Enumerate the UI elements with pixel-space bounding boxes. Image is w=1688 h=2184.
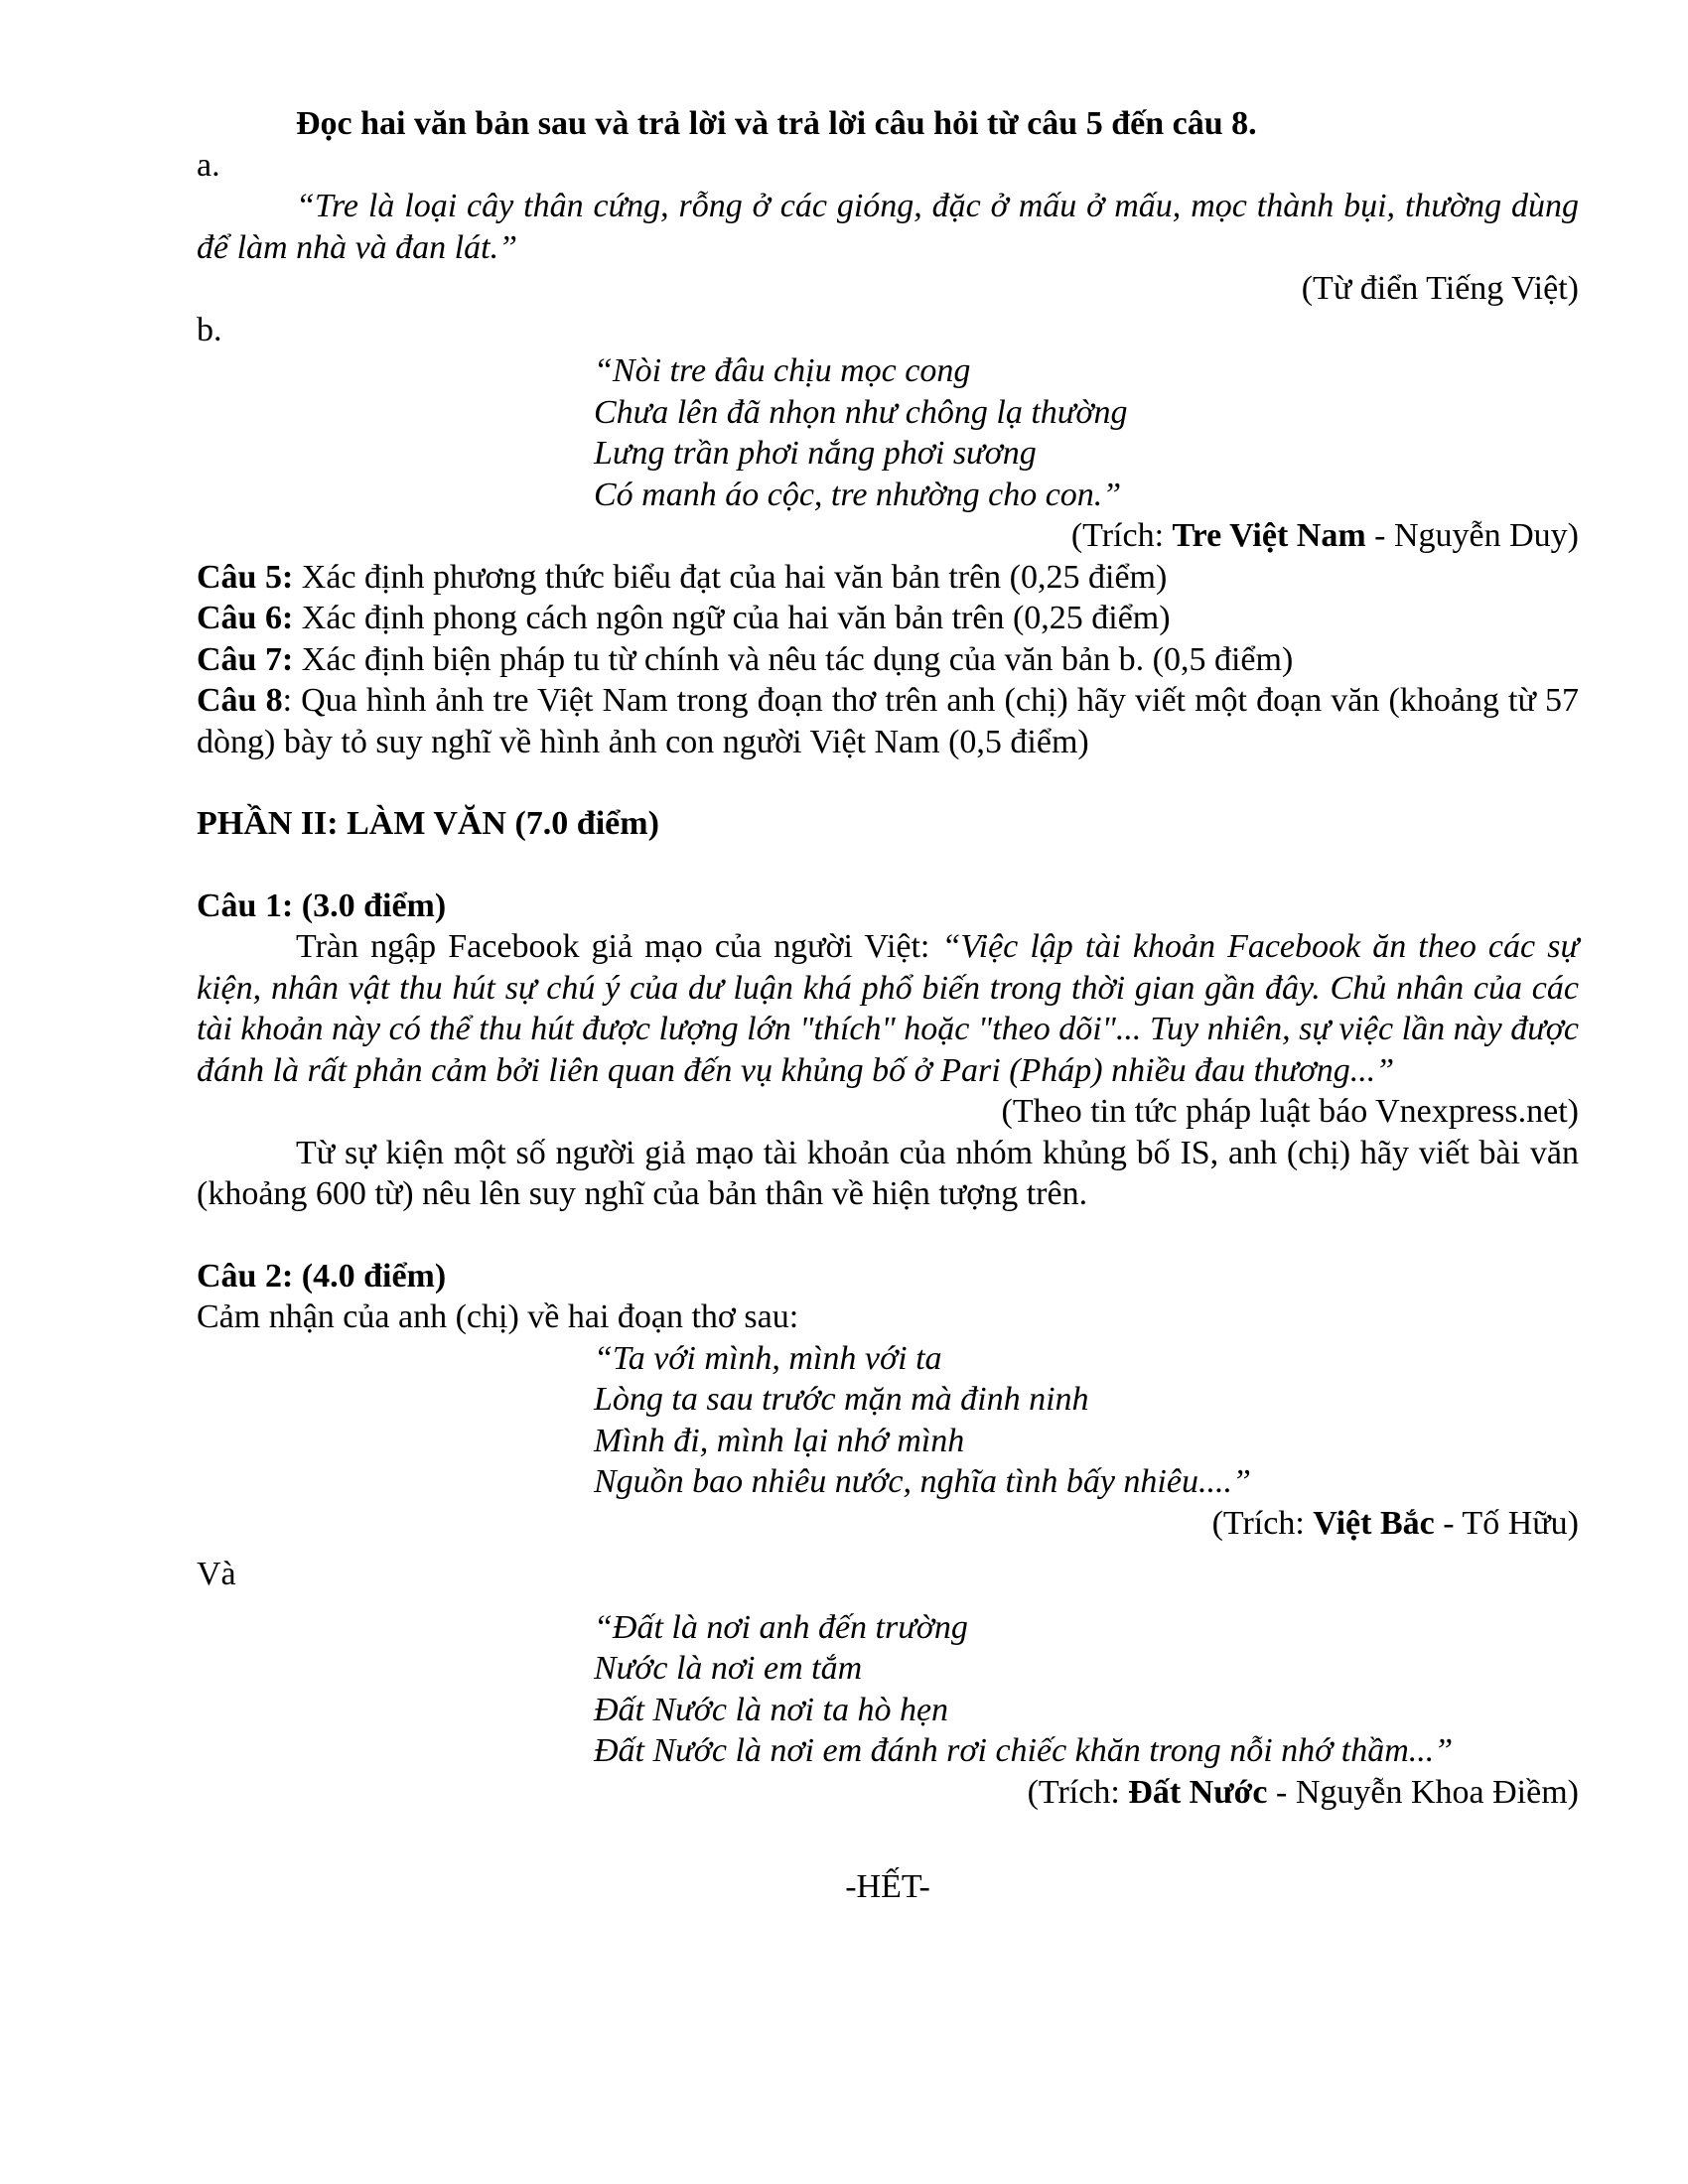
poem-line: Lưng trần phơi nắng phơi sương (594, 435, 1037, 472)
q2-poem-1-source (197, 1503, 1579, 1545)
question-text: : Qua hình ảnh tre Việt Nam trong đoạn thơ trên anh (chị) hãy viết một đoạn văn (khoảng từ 57 dòng) bày tỏ suy nghĩ về hình ảnh con người Việt Nam (0,5 điểm) (197, 682, 1580, 760)
q1-quote: “Việc lập tài khoản Facebook ăn theo các sự kiện, nhân vật thu hút sự chú ý của dư luận khá phổ biến trong thời gian gần đây. Chủ nhân của các tài khoản này có thể thu hút được lượng lớn "thích" hoặc "theo dõi"... Tuy nhiên, sự việc lần này được đánh là rất phản cảm bởi liên quan đến vụ khủng bố ở Pari (Pháp) nhiều đau thương...” (197, 928, 1579, 1089)
text-a-source: (Từ điển Tiếng Việt) (1301, 270, 1579, 307)
source-author: - Tố Hữu) (1434, 1504, 1579, 1542)
question-8 (197, 680, 1579, 762)
question-label: Câu 8 (197, 682, 283, 719)
q2-heading: Câu 2: (4.0 điểm) (197, 1257, 447, 1295)
text-b-source (197, 515, 1579, 557)
q1-task: Từ sự kiện một số người giả mạo tài khoản của nhóm khủng bố IS, anh (chị) hãy viết bài văn (khoảng 600 từ) nêu lên suy nghĩ của bản thân về hiện tượng trên. (197, 1134, 1579, 1212)
poem-line: “Nòi tre đâu chịu mọc cong (594, 352, 971, 389)
question-7 (197, 639, 1579, 681)
poem-line: Lòng ta sau trước mặn mà đinh ninh (594, 1381, 1089, 1418)
spacer (197, 845, 1579, 886)
poem-line: Mình đi, mình lại nhớ mình (594, 1422, 965, 1459)
question-5 (197, 557, 1579, 599)
question-text: Xác định biện pháp tu từ chính và nêu tác dụng của văn bản b. (0,5 điểm) (293, 640, 1294, 678)
text-a-label: a. (197, 146, 220, 184)
q1-intro: Tràn ngập Facebook giả mạo của người Việt: (296, 928, 942, 965)
poem-line: Nước là nơi em tắm (594, 1650, 863, 1687)
part2-heading: PHẦN II: LÀM VĂN (7.0 điểm) (197, 805, 659, 842)
poem-line: Đất Nước là nơi em đánh rơi chiếc khăn trong nỗi nhớ thầm...” (594, 1732, 1454, 1769)
exam-page (197, 103, 1579, 1908)
source-prefix: (Trích: (1211, 1504, 1314, 1542)
poem-line: Chưa lên đã nhọn như chông lạ thường (594, 393, 1128, 431)
question-label: Câu 5: (197, 558, 294, 596)
q2-prompt: Cảm nhận của anh (chị) về hai đoạn thơ sau: (197, 1298, 799, 1335)
source-author: - Nguyễn Khoa Điềm) (1267, 1773, 1579, 1811)
text-b-poem (197, 350, 1579, 515)
poem-line: “Ta với mình, mình với ta (594, 1339, 942, 1377)
source-prefix: (Trích: (1027, 1773, 1129, 1811)
q2-poem-2 (197, 1607, 1579, 1772)
q2-poem-2-source (197, 1772, 1579, 1814)
question-text: Xác định phương thức biểu đạt của hai văn bản trên (0,25 điểm) (293, 558, 1168, 596)
spacer (197, 762, 1579, 803)
q1-heading: Câu 1: (3.0 điểm) (197, 887, 447, 924)
q1-passage (197, 926, 1579, 1091)
source-prefix: (Trích: (1070, 517, 1173, 554)
source-title: Tre Việt Nam (1172, 517, 1366, 554)
source-title: Việt Bắc (1313, 1504, 1435, 1542)
text-a-quote: “Tre là loại cây thân cứng, rỗng ở các gióng, đặc ở mấu ở mấu, mọc thành bụi, thường dùng để làm nhà và đan lát.” (197, 188, 1579, 266)
question-6 (197, 598, 1579, 639)
question-label: Câu 7: (197, 640, 294, 678)
spacer (197, 1215, 1579, 1256)
poem-line: Nguồn bao nhiêu nước, nghĩa tình bấy nhiêu....” (594, 1463, 1251, 1500)
source-author: - Nguyễn Duy) (1365, 517, 1579, 554)
poem-line: Đất Nước là nơi ta hò hẹn (594, 1691, 949, 1728)
reading-instruction: Đọc hai văn bản sau và trả lời và trả lời câu hỏi từ câu 5 đến câu 8. (296, 105, 1257, 142)
connector-text: Và (197, 1556, 236, 1592)
question-text: Xác định phong cách ngôn ngữ của hai văn bản trên (0,25 điểm) (293, 600, 1171, 636)
question-label: Câu 6: (197, 600, 294, 636)
text-b-label: b. (197, 311, 222, 348)
end-marker: -HẾT- (845, 1868, 930, 1905)
q1-source: (Theo tin tức pháp luật báo Vnexpress.net) (1001, 1093, 1579, 1130)
q2-poem-1 (197, 1338, 1579, 1503)
poem-line: Có manh áo cộc, tre nhường cho con.” (594, 476, 1122, 513)
poem-line: “Đất là nơi anh đến trường (594, 1608, 968, 1646)
source-title: Đất Nước (1128, 1773, 1268, 1811)
